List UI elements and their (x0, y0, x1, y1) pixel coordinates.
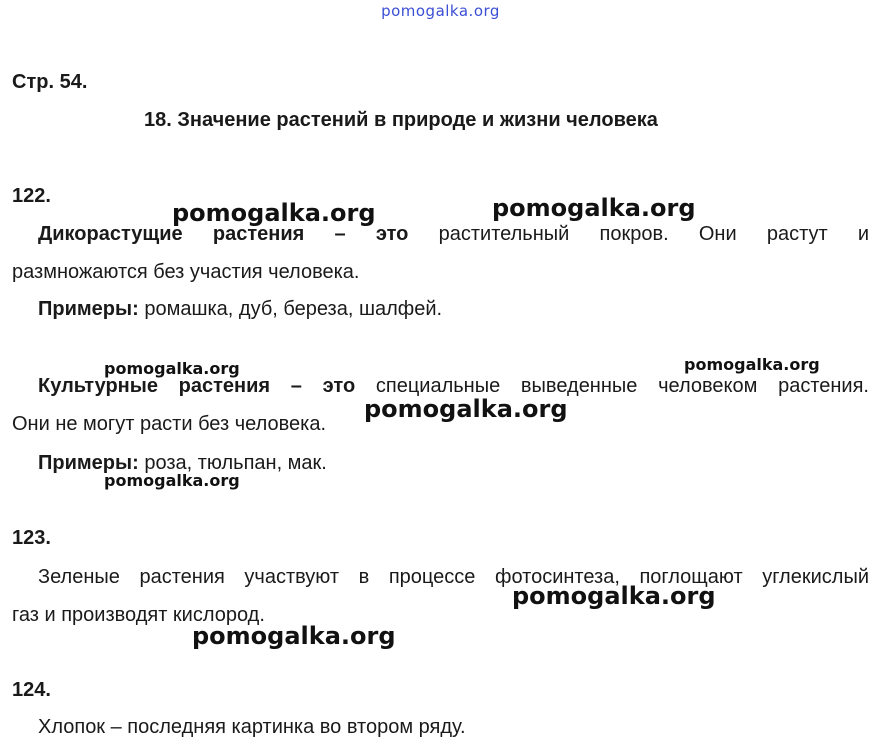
watermark: pomogalka.org (192, 622, 396, 650)
top-watermark: pomogalka.org (381, 2, 500, 20)
definition-text: растительный покров. Они растут и (438, 223, 869, 245)
watermark: pomogalka.org (364, 395, 568, 423)
term-cultivated-plants: Культурные растения – это (38, 375, 356, 397)
answer-124: Хлопок – последняя картинка во втором ряду. (38, 716, 466, 738)
definition-line: размножаются без участия человека. (12, 261, 360, 283)
examples-label: Примеры: (38, 298, 139, 320)
watermark: pomogalka.org (172, 199, 376, 227)
watermark: pomogalka.org (512, 582, 716, 610)
examples-label: Примеры: (38, 452, 139, 474)
section-title: 18. Значение растений в природе и жизни человека (144, 109, 658, 131)
answer-line: Зеленые растения участвуют в процессе фотосинтеза, поглощают углекислый (38, 566, 869, 588)
page-label: Стр. 54. (12, 71, 88, 93)
watermark: pomogalka.org (104, 471, 240, 490)
watermark: pomogalka.org (684, 355, 820, 374)
question-number-122: 122. (12, 185, 51, 207)
watermark: pomogalka.org (104, 359, 240, 378)
definition-line: Они не могут расти без человека. (12, 413, 327, 435)
examples-text: роза, тюльпан, мак. (144, 452, 327, 474)
answer-line: газ и производят кислород. (12, 604, 265, 626)
definition-line (12, 215, 869, 253)
question-number-123: 123. (12, 527, 51, 549)
definition-wild-plants (12, 215, 869, 291)
question-number-124: 124. (12, 679, 51, 701)
definition-text: специальные выведенные человеком растения. (375, 375, 869, 397)
examples-text: ромашка, дуб, береза, шалфей. (144, 298, 443, 320)
watermark: pomogalka.org (492, 194, 696, 222)
answer-123 (12, 558, 869, 634)
examples-wild-plants (38, 298, 442, 321)
term-wild-plants: Дикорастущие растения – это (38, 223, 409, 245)
